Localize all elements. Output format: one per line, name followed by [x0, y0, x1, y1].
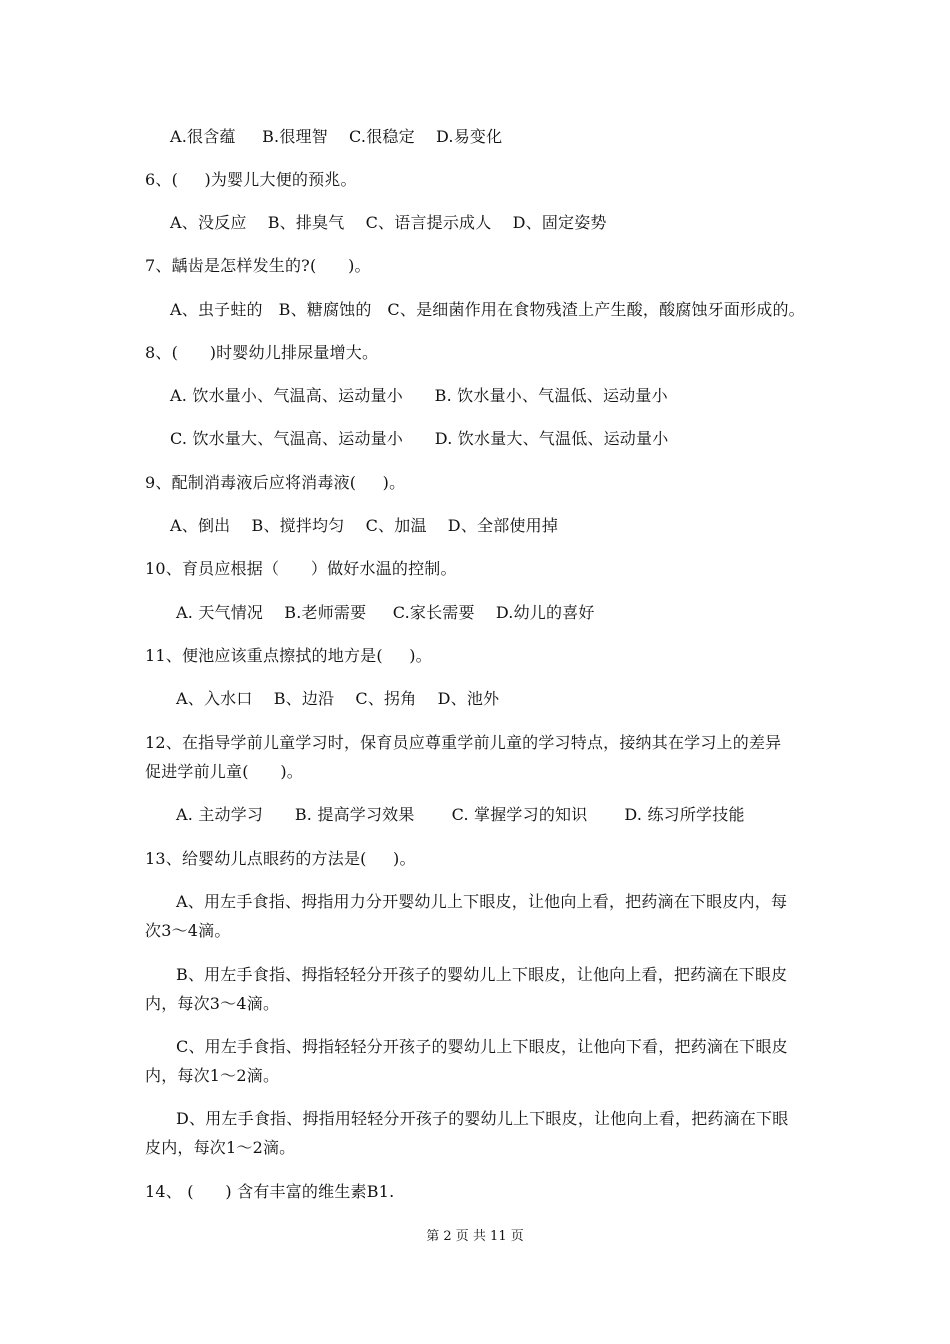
q9-options: A、倒出 B、搅拌均匀 C、加温 D、全部使用掉	[170, 516, 559, 535]
q13-option-b-line2: 内，每次3～4滴。	[145, 994, 280, 1013]
page-footer: 第 2 页 共 11 页	[426, 1229, 524, 1244]
q8-question: 8、( )时婴幼儿排尿量增大。	[145, 343, 379, 362]
q12-options: A. 主动学习 B. 提高学习效果 C. 掌握学习的知识 D. 练习所学技能	[176, 805, 745, 824]
q5-options: A.很含蕴 B.很理智 C.很稳定 D.易变化	[170, 127, 503, 146]
q13-option-d-line2: 皮内，每次1～2滴。	[145, 1138, 296, 1157]
q13-option-a-line1: A、用左手食指、拇指用力分开婴幼儿上下眼皮，让他向上看，把药滴在下眼皮内，每	[176, 892, 788, 911]
q11-options: A、入水口 B、边沿 C、拐角 D、池外	[176, 689, 500, 708]
q9-question: 9、配制消毒液后应将消毒液( )。	[145, 473, 406, 492]
q14-question: 14、 ( ) 含有丰富的维生素B1.	[145, 1182, 395, 1201]
q10-options: A. 天气情况 B.老师需要 C.家长需要 D.幼儿的喜好	[176, 603, 595, 622]
q13-option-c-line1: C、用左手食指、拇指轻轻分开孩子的婴幼儿上下眼皮，让他向下看，把药滴在下眼皮	[176, 1037, 788, 1056]
q8-options-cd: C. 饮水量大、气温高、运动量小 D. 饮水量大、气温低、运动量小	[170, 429, 669, 448]
q10-question: 10、育员应根据（ ）做好水温的控制。	[145, 559, 457, 578]
q13-option-d-line1: D、用左手食指、拇指用轻轻分开孩子的婴幼儿上下眼皮，让他向上看，把药滴在下眼	[176, 1109, 789, 1128]
q13-question: 13、给婴幼儿点眼药的方法是( )。	[145, 849, 416, 868]
q13-option-b-line1: B、用左手食指、拇指轻轻分开孩子的婴幼儿上下眼皮，让他向上看，把药滴在下眼皮	[176, 965, 788, 984]
q7-question: 7、龋齿是怎样发生的?( )。	[145, 256, 371, 275]
q11-question: 11、便池应该重点擦拭的地方是( )。	[145, 646, 432, 665]
q12-question-line1: 12、在指导学前儿童学习时，保育员应尊重学前儿童的学习特点，接纳其在学习上的差异	[145, 733, 782, 752]
q7-options: A、虫子蛀的 B、糖腐蚀的 C、是细菌作用在食物残渣上产生酸，酸腐蚀牙面形成的。	[170, 300, 805, 319]
q6-question: 6、( )为婴儿大便的预兆。	[145, 170, 357, 189]
q8-options-ab: A. 饮水量小、气温高、运动量小 B. 饮水量小、气温低、运动量小	[170, 386, 668, 405]
q6-options: A、没反应 B、排臭气 C、语言提示成人 D、固定姿势	[170, 213, 607, 232]
q13-option-c-line2: 内，每次1～2滴。	[145, 1066, 280, 1085]
q12-question-line2: 促进学前儿童( )。	[145, 762, 304, 781]
q13-option-a-line2: 次3～4滴。	[145, 921, 231, 940]
